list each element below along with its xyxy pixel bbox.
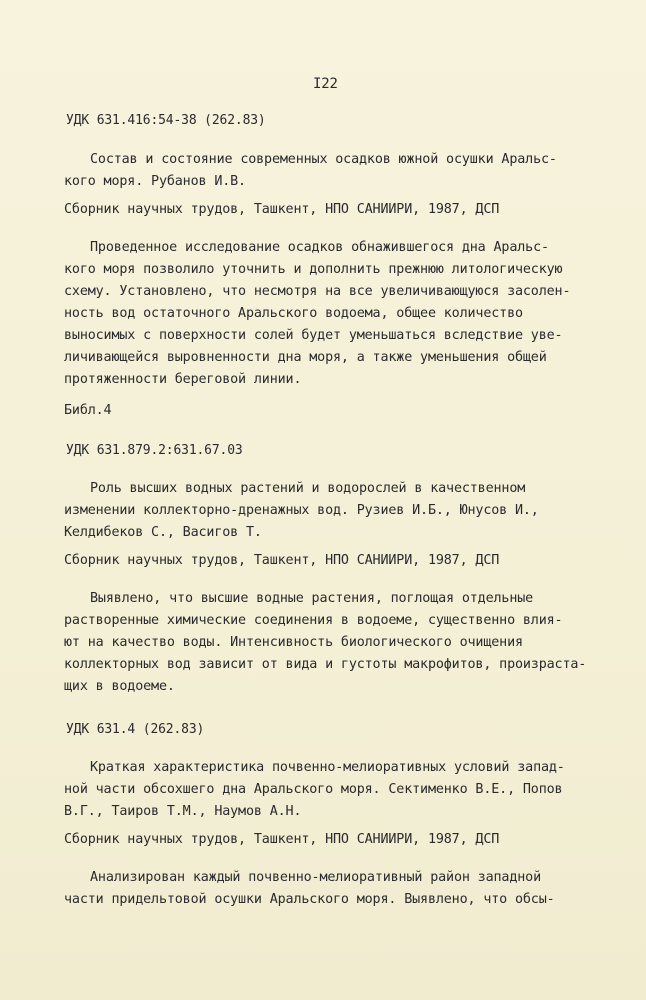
page-number: I22 [313, 76, 338, 92]
entry-1-abstract-line-1: Проведенное исследование осадков обнажившегося дна Аральс- [90, 240, 549, 255]
entry-1-source: Сборник научных трудов, Ташкент, НПО САНИИРИ, 1987, ДСП [64, 202, 500, 217]
entry-1-title-line-2: кого моря. Рубанов И.В. [64, 174, 246, 189]
entry-3-abstract-line-1: Анализирован каждый почвенно-мелиоративный район западной [90, 870, 541, 885]
entry-3-title-line-3: В.Г., Таиров Т.М., Наумов А.Н. [64, 804, 302, 819]
entry-2-abstract-line-4: коллекторных вод зависит от вида и густоты макрофитов, произраста- [64, 657, 587, 672]
entry-2-source: Сборник научных трудов, Ташкент, НПО САНИИРИ, 1987, ДСП [64, 553, 500, 568]
entry-1-title-line-1: Состав и состояние современных осадков южной осушки Аральс- [90, 152, 557, 167]
entry-1-udk: УДК 631.416:54-38 (262.83) [66, 113, 266, 128]
entry-3-source: Сборник научных трудов, Ташкент, НПО САНИИРИ, 1987, ДСП [64, 832, 500, 847]
entry-3-abstract-line-2: части придельтовой осушки Аральского моря. Выявлено, что обсы- [64, 892, 555, 907]
entry-1-abstract-line-5: выносимых с поверхности солей будет уменьшаться вследствие уве- [64, 328, 563, 343]
entry-2-abstract-line-1: Выявлено, что высшие водные растения, поглощая отдельные [90, 591, 534, 606]
entry-3-title-line-2: ной части обсохшего дна Аральского моря. Сектименко В.Е., Попов [64, 782, 563, 797]
entry-2-udk: УДК 631.879.2:631.67.03 [66, 443, 243, 458]
entry-2-title-line-1: Роль высших водных растений и водорослей в качественном [90, 481, 526, 496]
entry-1-abstract-line-7: протяженности береговой линии. [64, 372, 302, 387]
entry-1-abstract-line-3: схему. Установлено, что несмотря на все увеличивающуюся засолен- [64, 284, 571, 299]
entry-3-udk: УДК 631.4 (262.83) [66, 722, 205, 737]
entry-1-abstract-line-4: ность вод остаточного Аральского водоема, общее количество [64, 306, 523, 321]
entry-2-abstract-line-5: щих в водоеме. [64, 679, 175, 694]
entry-3-title-line-1: Краткая характеристика почвенно-мелиоративных условий запад- [90, 760, 565, 775]
entry-2-title-line-2: изменении коллекторно-дренажных вод. Рузиев И.Б., Юнусов И., [64, 503, 539, 518]
entry-1-abstract-line-6: личивающейся выровненности дна моря, а также уменьшения общей [64, 350, 547, 365]
entry-1-bibliography: Библ.4 [64, 403, 112, 418]
entry-2-abstract-line-2: растворенные химические соединения в водоеме, существенно влия- [64, 613, 563, 628]
entry-1-abstract-line-2: кого моря позволило уточнить и дополнить прежнюю литологическую [64, 262, 563, 277]
entry-2-title-line-3: Келдибеков С., Васигов Т. [64, 525, 262, 540]
entry-2-abstract-line-3: ют на качество воды. Интенсивность биологического очищения [64, 635, 523, 650]
